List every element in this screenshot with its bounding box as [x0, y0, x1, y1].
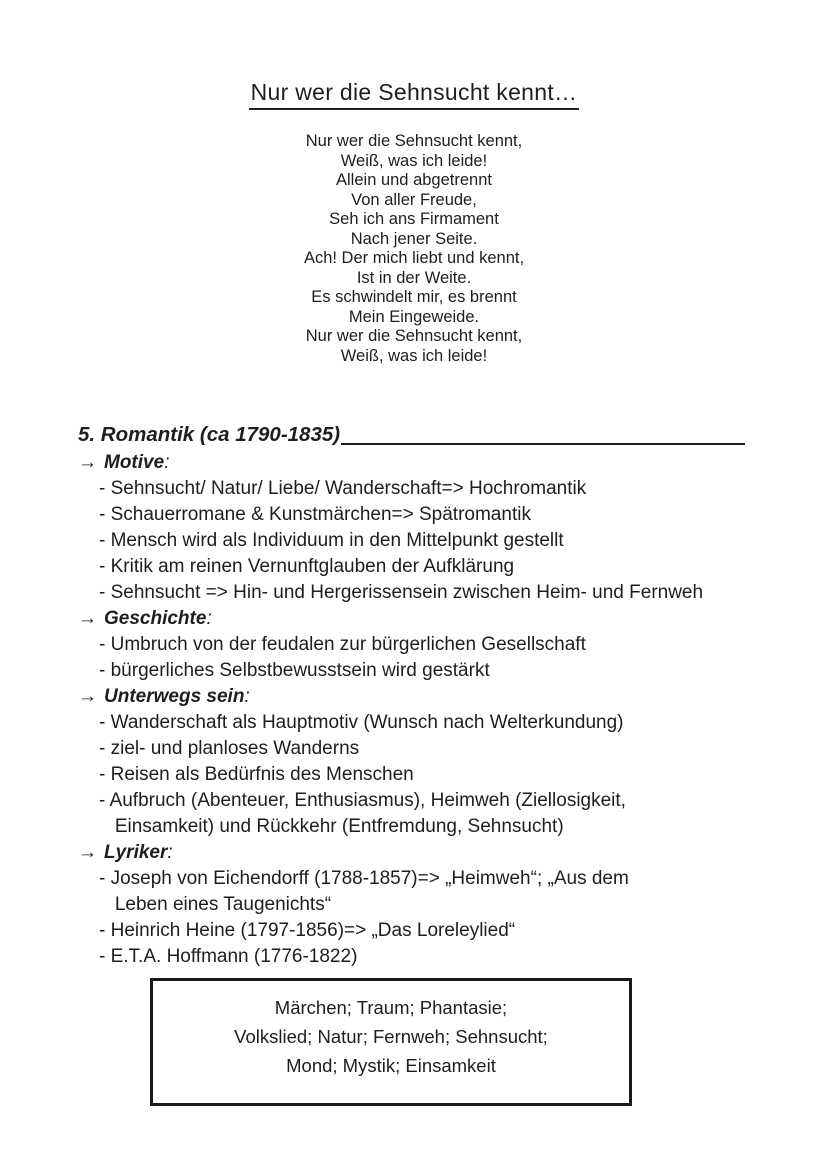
- subsection-label: Motive: [104, 452, 165, 473]
- section-romantik: [78, 420, 745, 970]
- arrow-icon: →: [78, 608, 97, 629]
- poem-line: Allein und abgetrennt: [336, 171, 492, 189]
- subsection-label-row: [78, 684, 745, 710]
- page-title-text: Nur wer die Sehnsucht kennt…: [249, 79, 580, 110]
- poem-line: Von aller Freude,: [351, 190, 477, 209]
- arrow-icon: →: [78, 452, 97, 473]
- subsection: [78, 840, 745, 970]
- list-item: - bürgerliches Selbstbewusstsein wird gestärkt: [99, 660, 490, 681]
- poem: [0, 132, 828, 366]
- keyword-line: Mond; Mystik; Einsamkeit: [286, 1054, 496, 1076]
- list-item: - Mensch wird als Individuum in den Mittelpunkt gestellt: [99, 530, 564, 551]
- poem-line: Mein Eingeweide.: [348, 307, 480, 326]
- list-item: - Joseph von Eichendorff (1788-1857)=> „Heimweh“; „Aus dem: [99, 868, 629, 889]
- list-item: - Aufbruch (Abenteuer, Enthusiasmus), Heimweh (Ziellosigkeit,: [99, 790, 626, 811]
- list-item: - Sehnsucht => Hin- und Hergerissensein zwischen Heim- und Fernweh: [99, 582, 704, 603]
- poem-line: Nach jener Seite.: [350, 229, 478, 248]
- subsection: [78, 606, 745, 684]
- subsection-label: Lyriker: [104, 842, 168, 863]
- poem-line: Weiß, was ich leide!: [340, 151, 488, 170]
- keyword-box: [150, 978, 632, 1106]
- list-item: - Wanderschaft als Hauptmotiv (Wunsch nach Welterkundung): [99, 712, 624, 733]
- list-item: - Kritik am reinen Vernunftglauben der Aufklärung: [99, 556, 515, 577]
- list-item: Leben eines Taugenichts“: [99, 894, 332, 915]
- list-item: - Schauerromane & Kunstmärchen=> Spätromantik: [99, 504, 531, 525]
- subsection: [78, 684, 745, 840]
- subsection-items: [78, 476, 745, 606]
- subsection-colon: :: [164, 452, 170, 473]
- subsection-label: Unterwegs sein: [104, 686, 245, 707]
- subsection-items: [78, 632, 745, 684]
- list-item: - Umbruch von der feudalen zur bürgerlichen Gesellschaft: [99, 634, 586, 655]
- list-item: - E.T.A. Hoffmann (1776-1822): [99, 946, 358, 967]
- subsection-colon: :: [206, 608, 212, 629]
- keyword-line: Volkslied; Natur; Fernweh; Sehnsucht;: [234, 1025, 548, 1047]
- subsection-label-row: [78, 606, 745, 632]
- poem-line: Es schwindelt mir, es brennt: [311, 288, 517, 306]
- subsection-label: Geschichte: [104, 608, 207, 629]
- page-title: [0, 0, 828, 106]
- subsection-colon: :: [167, 842, 173, 863]
- heading-underline-rule: [341, 443, 745, 445]
- subsection-items: [78, 866, 745, 970]
- subsection-label-row: [78, 840, 745, 866]
- keyword-line: Märchen; Traum; Phantasie;: [274, 996, 508, 1018]
- subsection-colon: :: [244, 686, 250, 707]
- list-item: - ziel- und planloses Wanderns: [99, 738, 360, 759]
- poem-line: Nur wer die Sehnsucht kennt,: [305, 132, 523, 150]
- arrow-icon: →: [78, 686, 97, 707]
- subsection: [78, 450, 745, 606]
- poem-line: Ach! Der mich liebt und kennt,: [303, 249, 525, 267]
- subsection-items: [78, 710, 745, 840]
- subsection-label-row: [78, 450, 745, 476]
- section-heading-text: 5. Romantik (ca 1790-1835): [78, 423, 341, 446]
- poem-line: Seh ich ans Firmament: [329, 210, 499, 228]
- section-heading: [78, 420, 745, 450]
- poem-line: Weiß, was ich leide!: [340, 346, 488, 365]
- list-item: - Reisen als Bedürfnis des Menschen: [99, 764, 414, 785]
- list-item: Einsamkeit) und Rückkehr (Entfremdung, Sehnsucht): [99, 816, 564, 837]
- list-item: - Sehnsucht/ Natur/ Liebe/ Wanderschaft=> Hochromantik: [99, 478, 587, 499]
- subsections: [78, 450, 745, 970]
- list-item: - Heinrich Heine (1797-1856)=> „Das Loreleylied“: [99, 920, 516, 941]
- poem-line: Ist in der Weite.: [356, 268, 472, 287]
- arrow-icon: →: [78, 842, 97, 863]
- poem-line: Nur wer die Sehnsucht kennt,: [305, 327, 523, 345]
